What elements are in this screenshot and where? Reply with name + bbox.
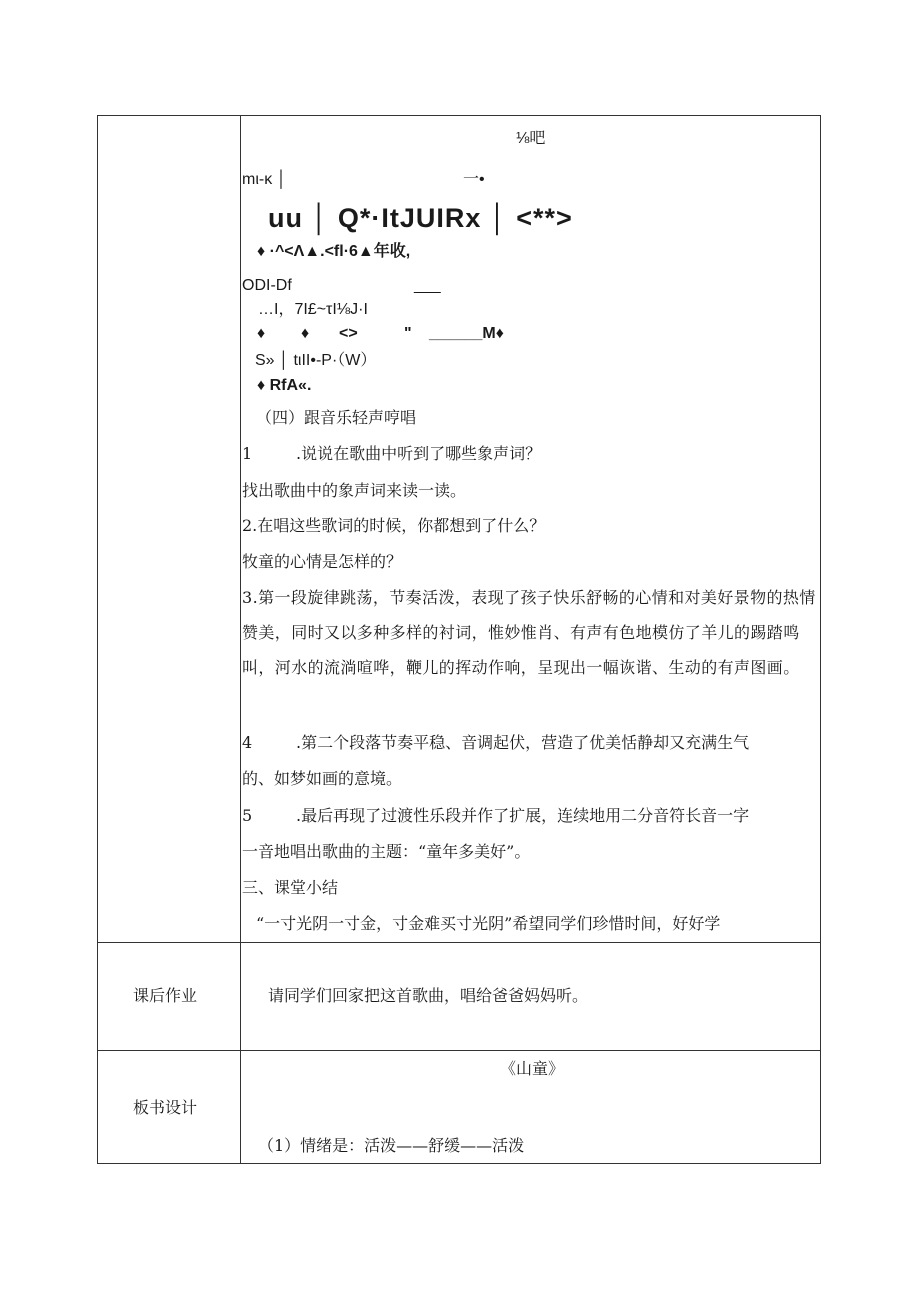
notation-line-3: ♦ ·^<Λ▲.<fl·6▲年收,: [257, 243, 411, 260]
board-title: 《山童》: [500, 1059, 565, 1078]
notation-line-1b: 一•: [463, 171, 485, 188]
paragraph-4-line-1: .第二个段落节奏平稳、音调起伏，营造了优美恬静却又充满生气: [296, 733, 750, 752]
question-1-number: 1: [242, 444, 253, 463]
notation-line-6c: <>: [339, 325, 358, 342]
homework-label: 课后作业: [133, 986, 198, 1005]
row-divider-homework: [97, 942, 821, 943]
paragraph-5-line-1: .最后再现了过渡性乐段并作了扩展，连续地用二分音符长音一字: [296, 806, 750, 825]
paragraph-4-number: 4: [242, 733, 253, 752]
question-2-answer: 牧童的心情是怎样的？: [242, 552, 403, 571]
notation-line-1a: mι-κ │: [242, 171, 287, 188]
question-1: .说说在歌曲中听到了哪些象声词？: [296, 444, 542, 463]
column-divider: [240, 115, 241, 1164]
homework-text: 请同学们回家把这首歌曲，唱给爸爸妈妈听。: [268, 986, 589, 1005]
section-four-heading: （四）跟音乐轻声哼唱: [256, 408, 417, 427]
notation-line-7: S» │ tιII•-P·（W）: [255, 352, 377, 369]
board-item-1: （1）情绪是：活泼——舒缓——活泼: [258, 1136, 525, 1155]
board-design-label: 板书设计: [133, 1098, 198, 1117]
paragraph-4-line-2: 的、如梦如画的意境。: [242, 769, 403, 788]
notation-line-4a: ODI-Df: [242, 277, 292, 294]
paragraph-5-number: 5: [242, 806, 253, 825]
section-three-heading: 三、课堂小结: [242, 878, 339, 897]
notation-line-2: uu │ Q*·ItJUIRx │ <**>: [268, 203, 573, 233]
question-1-answer: 找出歌曲中的象声词来读一读。: [242, 481, 467, 500]
notation-line-6a: ♦: [257, 325, 266, 342]
notation-line-6d: ": [404, 325, 412, 342]
paragraph-3: 3.第一段旋律跳荡，节奏活泼，表现了孩子快乐舒畅的心情和对美好景物的热情赞美，同时又以多种多样的衬词，惟妙惟肖、有声有色地模仿了羊儿的踢踏鸣叫，河水的流淌喧哗，鞭儿的挥动作响，呈现出一幅诙谐、生动的有声图画。: [242, 588, 816, 677]
notation-line-8: ♦ RfA«.: [257, 377, 312, 394]
notation-line-6e: ______M♦: [429, 325, 504, 342]
row-divider-board: [97, 1050, 821, 1051]
paragraph-5-line-2: 一音地唱出歌曲的主题：“童年多美好”。: [242, 842, 531, 861]
notation-line-6b: ♦: [301, 325, 310, 342]
summary-text: “一寸光阴一寸金，寸金难买寸光阴”希望同学们珍惜时间，好好学: [256, 914, 721, 933]
notation-line-4b: ___: [414, 277, 441, 294]
notation-line-5: …I，7I£~τI⅛J·I: [258, 301, 368, 318]
notation-title: ⅛吧: [516, 130, 546, 147]
question-2: 2.在唱这些歌词的时候，你都想到了什么？: [242, 516, 546, 535]
